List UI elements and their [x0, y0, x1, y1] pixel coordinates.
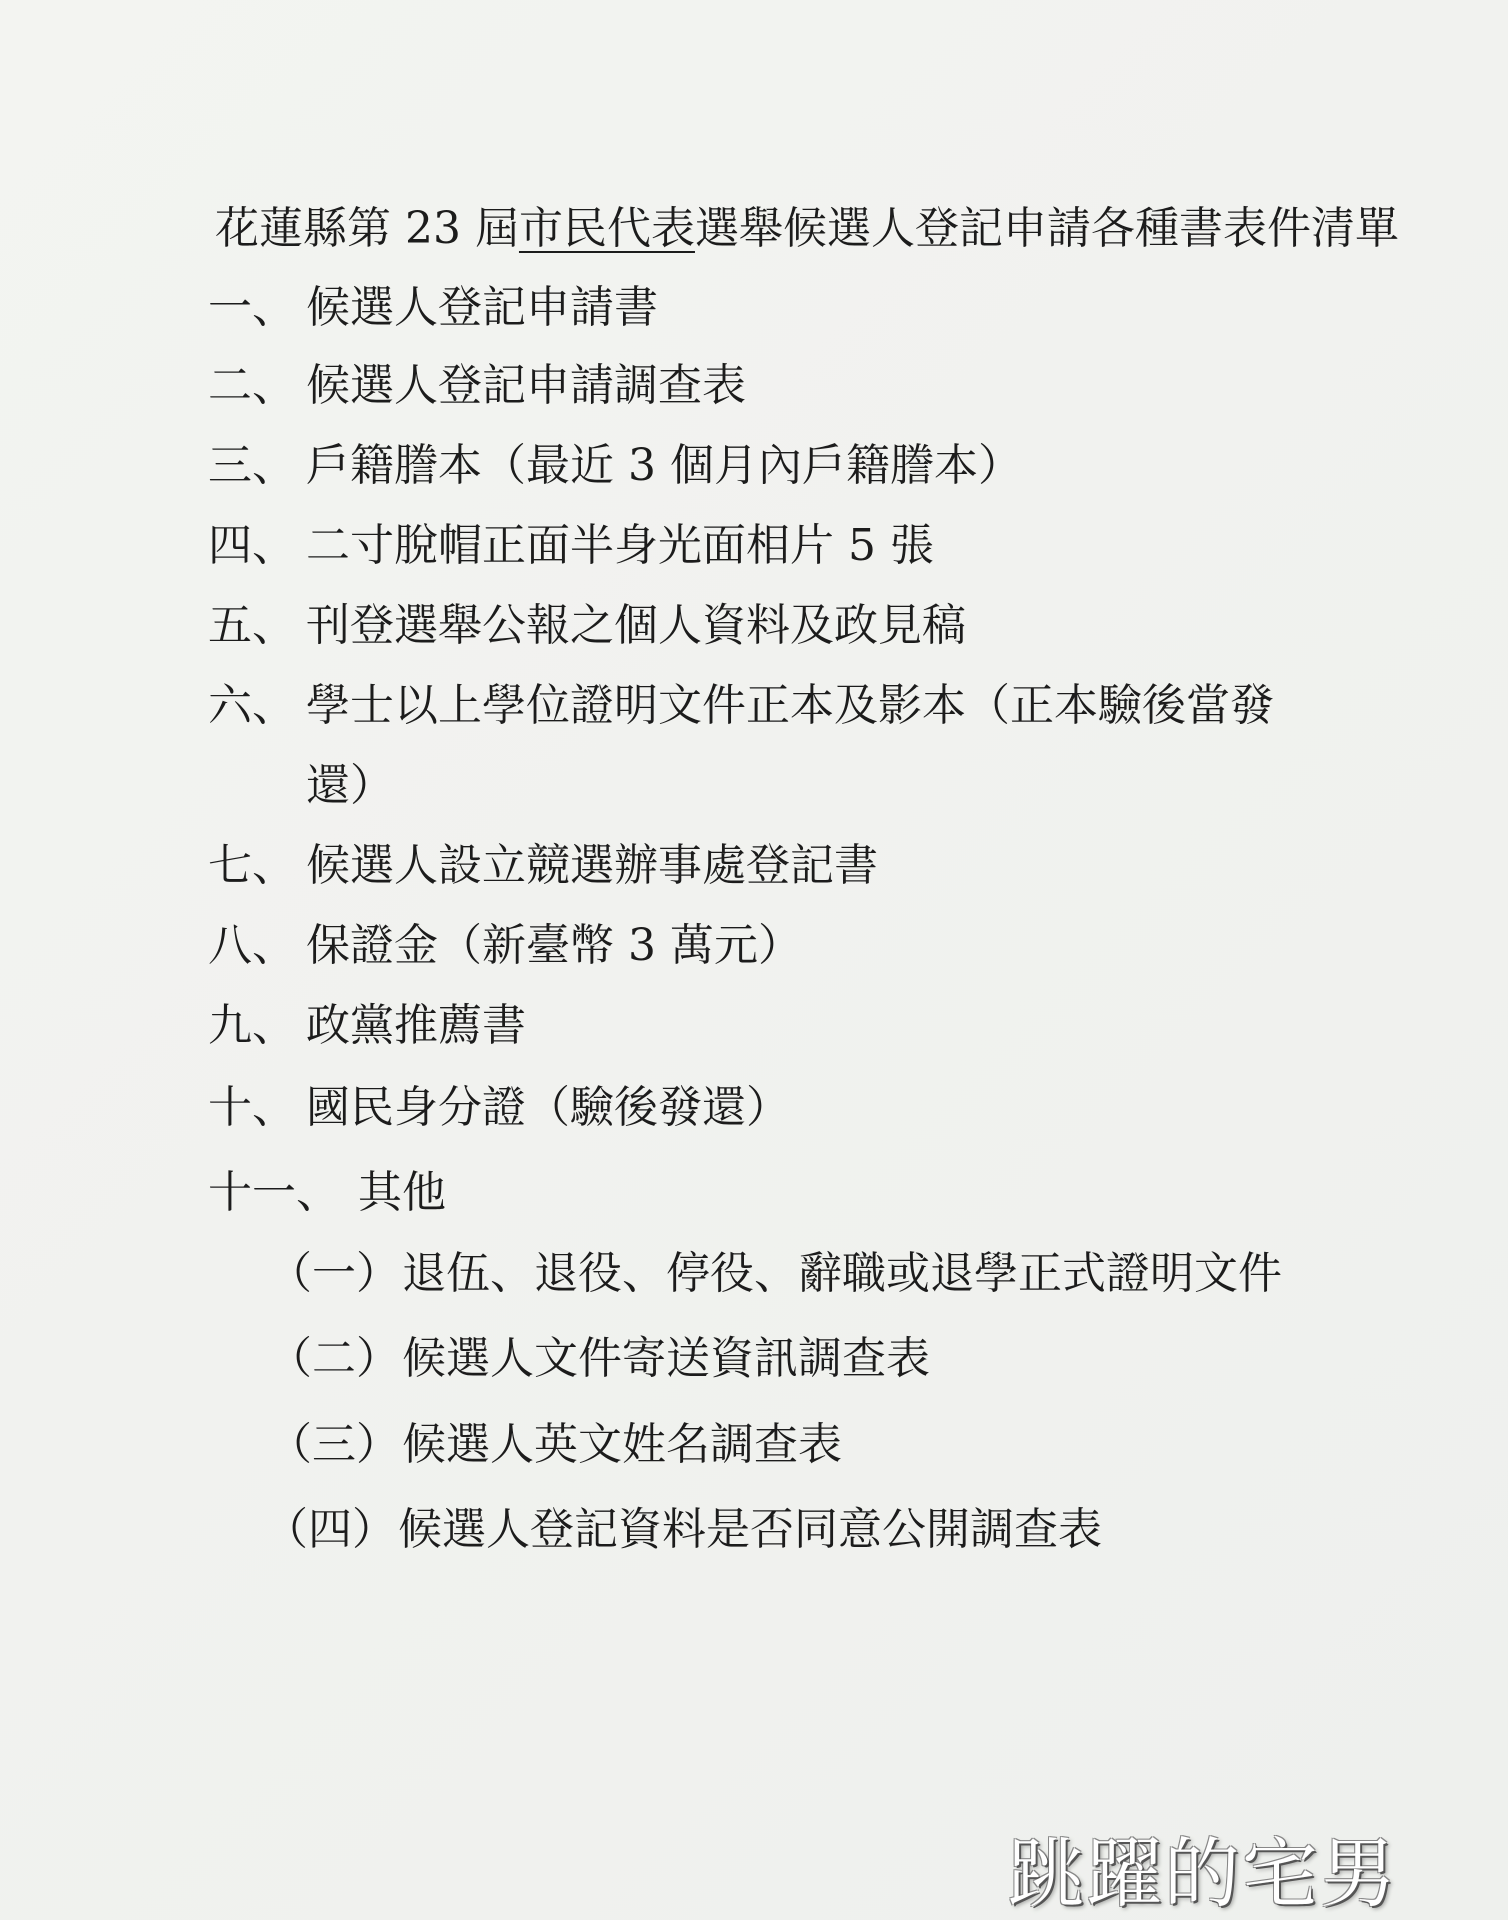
item-number: 二、 — [208, 360, 296, 411]
title-suffix: 選舉候選人登記申請各種書表件清單 — [694, 203, 1399, 254]
item-text: 戶籍謄本（最近 3 個月內戶籍謄本） — [306, 440, 1022, 491]
title-prefix: 花蓮縣第 23 屆 — [215, 203, 519, 254]
item-number: 十一、 — [208, 1167, 340, 1218]
item-number: 四、 — [208, 520, 296, 571]
list-item — [208, 997, 526, 1055]
sub-list-item — [268, 1245, 1282, 1303]
item-number: 十、 — [208, 1082, 296, 1133]
item-text: 國民身分證（驗後發還） — [306, 1082, 790, 1133]
sub-list-item — [268, 1416, 842, 1474]
item-text: 政黨推薦書 — [306, 1000, 526, 1051]
list-item — [208, 437, 1022, 495]
item-number: 三、 — [208, 440, 296, 491]
subitem-number: （一） — [268, 1248, 400, 1299]
item-text: 其他 — [358, 1167, 446, 1218]
subitem-text: 候選人文件寄送資訊調查表 — [402, 1333, 930, 1384]
list-item — [208, 917, 802, 975]
list-item — [208, 837, 878, 895]
subitem-number: （二） — [268, 1333, 400, 1384]
subitem-text: 退伍、退役、停役、辭職或退學正式證明文件 — [402, 1248, 1282, 1299]
document-title — [215, 200, 1399, 258]
list-item — [208, 1079, 790, 1137]
list-item — [208, 677, 1274, 735]
item-number: 九、 — [208, 1000, 296, 1051]
subitem-text: 候選人英文姓名調查表 — [402, 1419, 842, 1470]
item-text: 候選人登記申請書 — [306, 282, 658, 333]
list-item — [208, 357, 746, 415]
item-text: 二寸脫帽正面半身光面相片 5 張 — [306, 520, 934, 571]
item-text-continuation: 還） — [306, 760, 394, 811]
item-text: 學士以上學位證明文件正本及影本（正本驗後當發 — [306, 680, 1274, 731]
watermark-text: 跳躍的宅男 — [1008, 1829, 1398, 1918]
item-text: 刊登選舉公報之個人資料及政見稿 — [306, 600, 966, 651]
subitem-text: 候選人登記資料是否同意公開調查表 — [398, 1504, 1102, 1555]
list-item — [208, 1164, 446, 1222]
sub-list-item — [268, 1330, 930, 1388]
sub-list-item — [264, 1501, 1102, 1559]
item-number: 六、 — [208, 680, 296, 731]
item-number: 八、 — [208, 920, 296, 971]
subitem-number: （三） — [268, 1419, 400, 1470]
subitem-number: （四） — [264, 1504, 396, 1555]
list-item — [208, 279, 658, 337]
list-item-continuation — [306, 757, 394, 815]
list-item — [208, 597, 966, 655]
item-text: 候選人登記申請調查表 — [306, 360, 746, 411]
title-underlined-office: 市民代表 — [518, 203, 695, 254]
item-text: 保證金（新臺幣 3 萬元） — [306, 920, 802, 971]
item-number: 一、 — [208, 282, 296, 333]
item-number: 七、 — [208, 840, 296, 891]
item-text: 候選人設立競選辦事處登記書 — [306, 840, 878, 891]
item-number: 五、 — [208, 600, 296, 651]
list-item — [208, 517, 934, 575]
